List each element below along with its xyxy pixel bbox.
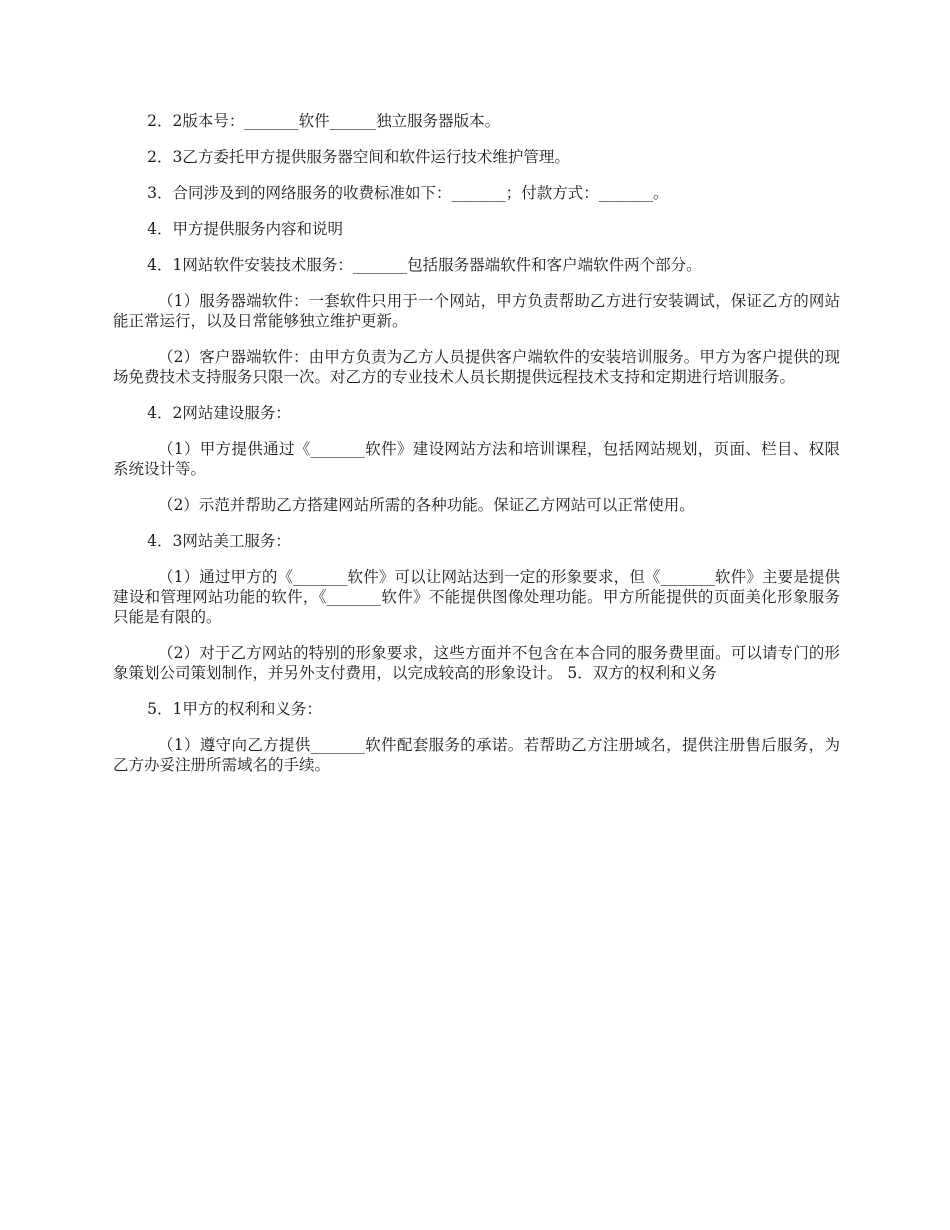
clause-5-1-obligation: （1）遵守向乙方提供_______软件配套服务的承诺。若帮助乙方注册域名，提供注册售后服务，为乙方办妥注册所需域名的手续。 — [113, 736, 840, 774]
clause-4-1-client-software: （2）客户器端软件：由甲方负责为乙方人员提供客户端软件的安装培训服务。甲方为客户提供的现场免费技术支持服务只限一次。对乙方的专业技术人员长期提供远程技术支持和定期进行培训服务。 — [113, 348, 840, 386]
clause-3-fees: 3．合同涉及到的网络服务的收费标准如下：_______；付款方式：_______。 — [147, 184, 669, 202]
clause-4-3-heading: 4．3网站美工服务： — [147, 532, 291, 550]
clause-2-3-entrust: 2．3乙方委托甲方提供服务器空间和软件运行技术维护管理。 — [147, 148, 570, 166]
clause-4-2-training: （1）甲方提供通过《_______软件》建设网站方法和培训课程，包括网站规划，页面、栏目、权限系统设计等。 — [113, 440, 840, 478]
clause-4-1-server-software: （1）服务器端软件：一套软件只用于一个网站，甲方负责帮助乙方进行安装调试，保证乙方的网站能正常运行，以及日常能够独立维护更新。 — [113, 292, 840, 330]
clause-4-1-install: 4．1网站软件安装技术服务：_______包括服务器端软件和客户端软件两个部分。 — [147, 256, 702, 274]
clause-4-3-image: （1）通过甲方的《_______软件》可以让网站达到一定的形象要求，但《_______软件》主要是提供建设和管理网站功能的软件，《_______软件》不能提供图像处理功能。甲方所能提供的页面美化形象服务只能是有限的。 — [113, 568, 840, 626]
clause-5-1-heading: 5．1甲方的权利和义务： — [147, 700, 322, 718]
document-page — [113, 111, 840, 791]
clause-4-2-demo: （2）示范并帮助乙方搭建网站所需的各种功能。保证乙方网站可以正常使用。 — [157, 496, 695, 514]
clause-4-3-special: （2）对于乙方网站的特别的形象要求，这些方面并不包含在本合同的服务费里面。可以请专门的形象策划公司策划制作，并另外支付费用，以完成较高的形象设计。 5．双方的权利和义务 — [113, 644, 840, 682]
clause-4-2-heading: 4．2网站建设服务： — [147, 404, 291, 422]
clause-2-2-version: 2．2版本号：_______软件______独立服务器版本。 — [147, 112, 501, 130]
clause-4-heading: 4．甲方提供服务内容和说明 — [147, 220, 343, 238]
